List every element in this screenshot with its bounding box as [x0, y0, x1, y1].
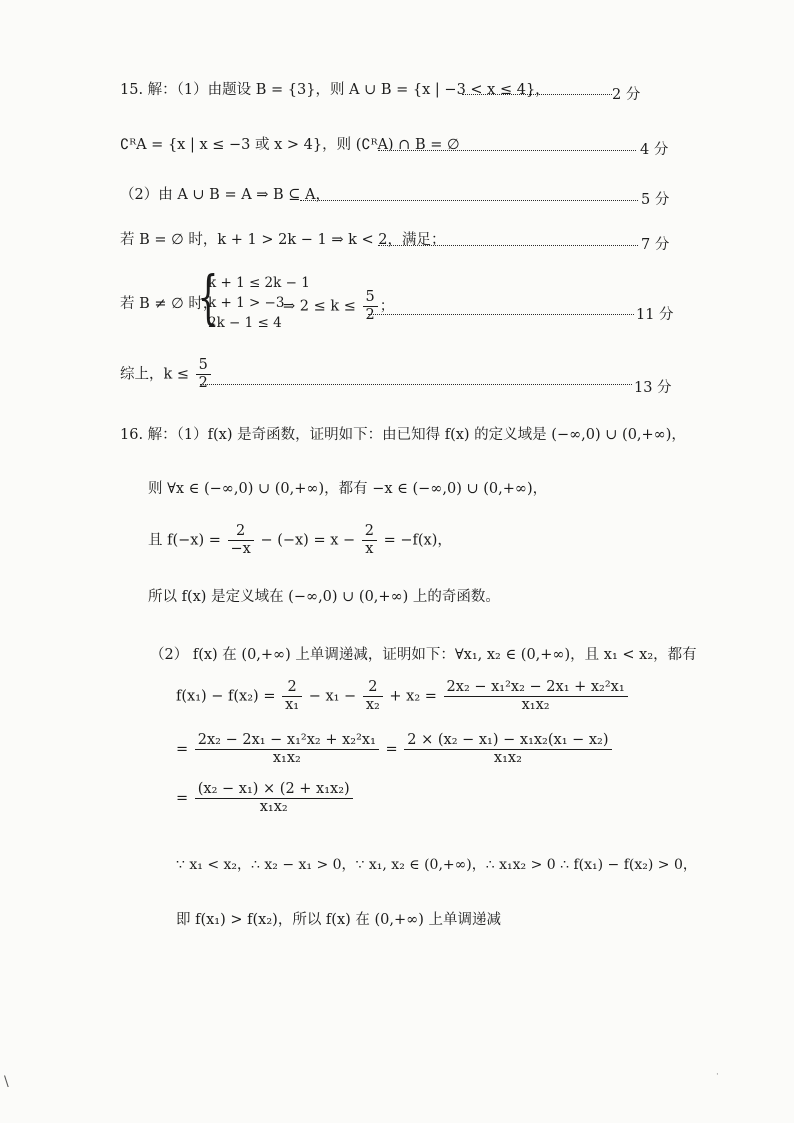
- fraction-denominator: x₂: [365, 697, 380, 714]
- q16-conclusion: 即 f(x₁) > f(x₂)，所以 f(x) 在 (0,+∞) 上单调递减: [176, 912, 501, 928]
- dot-leader: [378, 138, 636, 151]
- equation-line-3: [176, 782, 355, 815]
- q16-line-4: 所以 f(x) 是定义域在 (−∞,0) ∪ (0,+∞) 上的奇函数。: [148, 589, 500, 605]
- fraction-numerator: 2x₂ − 2x₁ − x₁²x₂ + x₂²x₁: [195, 733, 379, 750]
- q16-line-3-a: 且 f(−x) =: [148, 532, 221, 549]
- fraction-denominator: x₁x₂: [272, 750, 301, 767]
- scan-speck: \: [4, 1074, 9, 1090]
- q15-line-1: 15. 解：（1）由题设 B = {3}，则 A ∪ B = {x | −3 < x ≤ 4}，: [120, 82, 550, 98]
- fraction-numerator: 2 × (x₂ − x₁) − x₁x₂(x₁ − x₂): [404, 733, 611, 750]
- dot-leader: [200, 372, 632, 385]
- eq1-lhs: f(x₁) − f(x₂) =: [176, 688, 276, 705]
- fraction-denominator: x: [365, 541, 374, 558]
- eq2-equals-2: =: [385, 741, 398, 758]
- fraction-numerator: 2: [363, 680, 383, 697]
- q15-score-1: 2 分: [612, 87, 641, 103]
- eq1-mid-2: + x₂ =: [389, 688, 437, 705]
- fraction-denominator: x₁x₂: [521, 697, 550, 714]
- fraction-denominator: 2: [198, 375, 208, 392]
- q16-line-3-c: = −f(x)，: [383, 532, 452, 549]
- fraction: [404, 733, 611, 766]
- equation-line-2: [176, 733, 614, 766]
- scan-speck: ·: [716, 1070, 719, 1080]
- dot-leader: [462, 82, 612, 95]
- fraction-numerator: 5: [196, 358, 211, 375]
- q15-score-3: 5 分: [641, 192, 670, 208]
- summary-text: 综上，k ≤: [120, 366, 190, 383]
- case-row-1: k + 1 ≤ 2k − 1: [208, 275, 310, 291]
- fraction-denominator: x₁x₂: [493, 750, 522, 767]
- fraction-denominator: −x: [230, 541, 251, 558]
- fraction: [228, 524, 254, 557]
- fraction-numerator: 5: [363, 290, 378, 307]
- case-result-text: ⇒ 2 ≤ k ≤: [283, 298, 356, 315]
- fraction: [282, 680, 302, 713]
- case-row-2: k + 1 > −3: [208, 295, 285, 311]
- q15-score-2: 4 分: [640, 142, 669, 158]
- q15-score-5: 11 分: [636, 307, 674, 323]
- q16-line-1: 16. 解：（1）f(x) 是奇函数，证明如下：由已知得 f(x) 的定义域是 (−∞,0) ∪ (0,+∞)，: [120, 427, 686, 443]
- fraction-numerator: 2x₂ − x₁²x₂ − 2x₁ + x₂²x₁: [444, 680, 628, 697]
- fraction-denominator: x₁x₂: [259, 799, 288, 816]
- case-row-3: 2k − 1 ≤ 4: [208, 315, 282, 331]
- eq1-mid-1: − x₁ −: [308, 688, 357, 705]
- q16-line-3: [148, 524, 452, 557]
- fraction-numerator: 2: [282, 680, 302, 697]
- fraction-numerator: (x₂ − x₁) × (2 + x₁x₂): [195, 782, 353, 799]
- q16-part-2: （2） f(x) 在 (0,+∞) 上单调递减，证明如下：∀x₁, x₂ ∈ (0,+∞)，且 x₁ < x₂，都有: [150, 647, 697, 663]
- fraction: [195, 733, 379, 766]
- q15-score-4: 7 分: [641, 237, 670, 253]
- equation-line-1: [176, 680, 630, 713]
- q16-because-line: ∵ x₁ < x₂，∴ x₂ − x₁ > 0，∵ x₁, x₂ ∈ (0,+∞)，∴ x₁x₂ > 0 ∴ f(x₁) − f(x₂) > 0，: [176, 857, 697, 873]
- q16-line-2: 则 ∀x ∈ (−∞,0) ∪ (0,+∞)，都有 −x ∈ (−∞,0) ∪ (0,+∞)，: [148, 481, 548, 497]
- fraction-denominator: x₁: [285, 697, 300, 714]
- fraction: [363, 680, 383, 713]
- dot-leader: [300, 188, 638, 201]
- dot-leader: [368, 302, 634, 315]
- q16-line-3-b: − (−x) = x −: [260, 532, 356, 549]
- fraction: [195, 782, 353, 815]
- fraction: [444, 680, 628, 713]
- fraction: [362, 524, 377, 557]
- case-tail: ；: [379, 298, 395, 315]
- q15-line-3: （2）由 A ∪ B = A ⇒ B ⊆ A，: [120, 187, 331, 203]
- q15-case-prefix: 若 B ≠ ∅ 时，: [120, 296, 218, 312]
- fraction-denominator: 2: [365, 307, 375, 324]
- fraction-numerator: 2: [228, 524, 254, 541]
- q15-line-2: ∁ᴿA = {x | x ≤ −3 或 x > 4}，则 (∁ᴿA) ∩ B = ∅: [120, 137, 460, 153]
- dot-leader: [378, 233, 638, 246]
- q15-summary: [120, 358, 213, 391]
- left-brace: {: [198, 263, 219, 331]
- eq2-equals: =: [176, 741, 189, 758]
- fraction-numerator: 2: [362, 524, 377, 541]
- q15-score-6: 13 分: [634, 380, 672, 396]
- q15-line-4: 若 B = ∅ 时，k + 1 > 2k − 1 ⇒ k < 2，满足；: [120, 232, 446, 248]
- eq3-equals: =: [176, 790, 189, 807]
